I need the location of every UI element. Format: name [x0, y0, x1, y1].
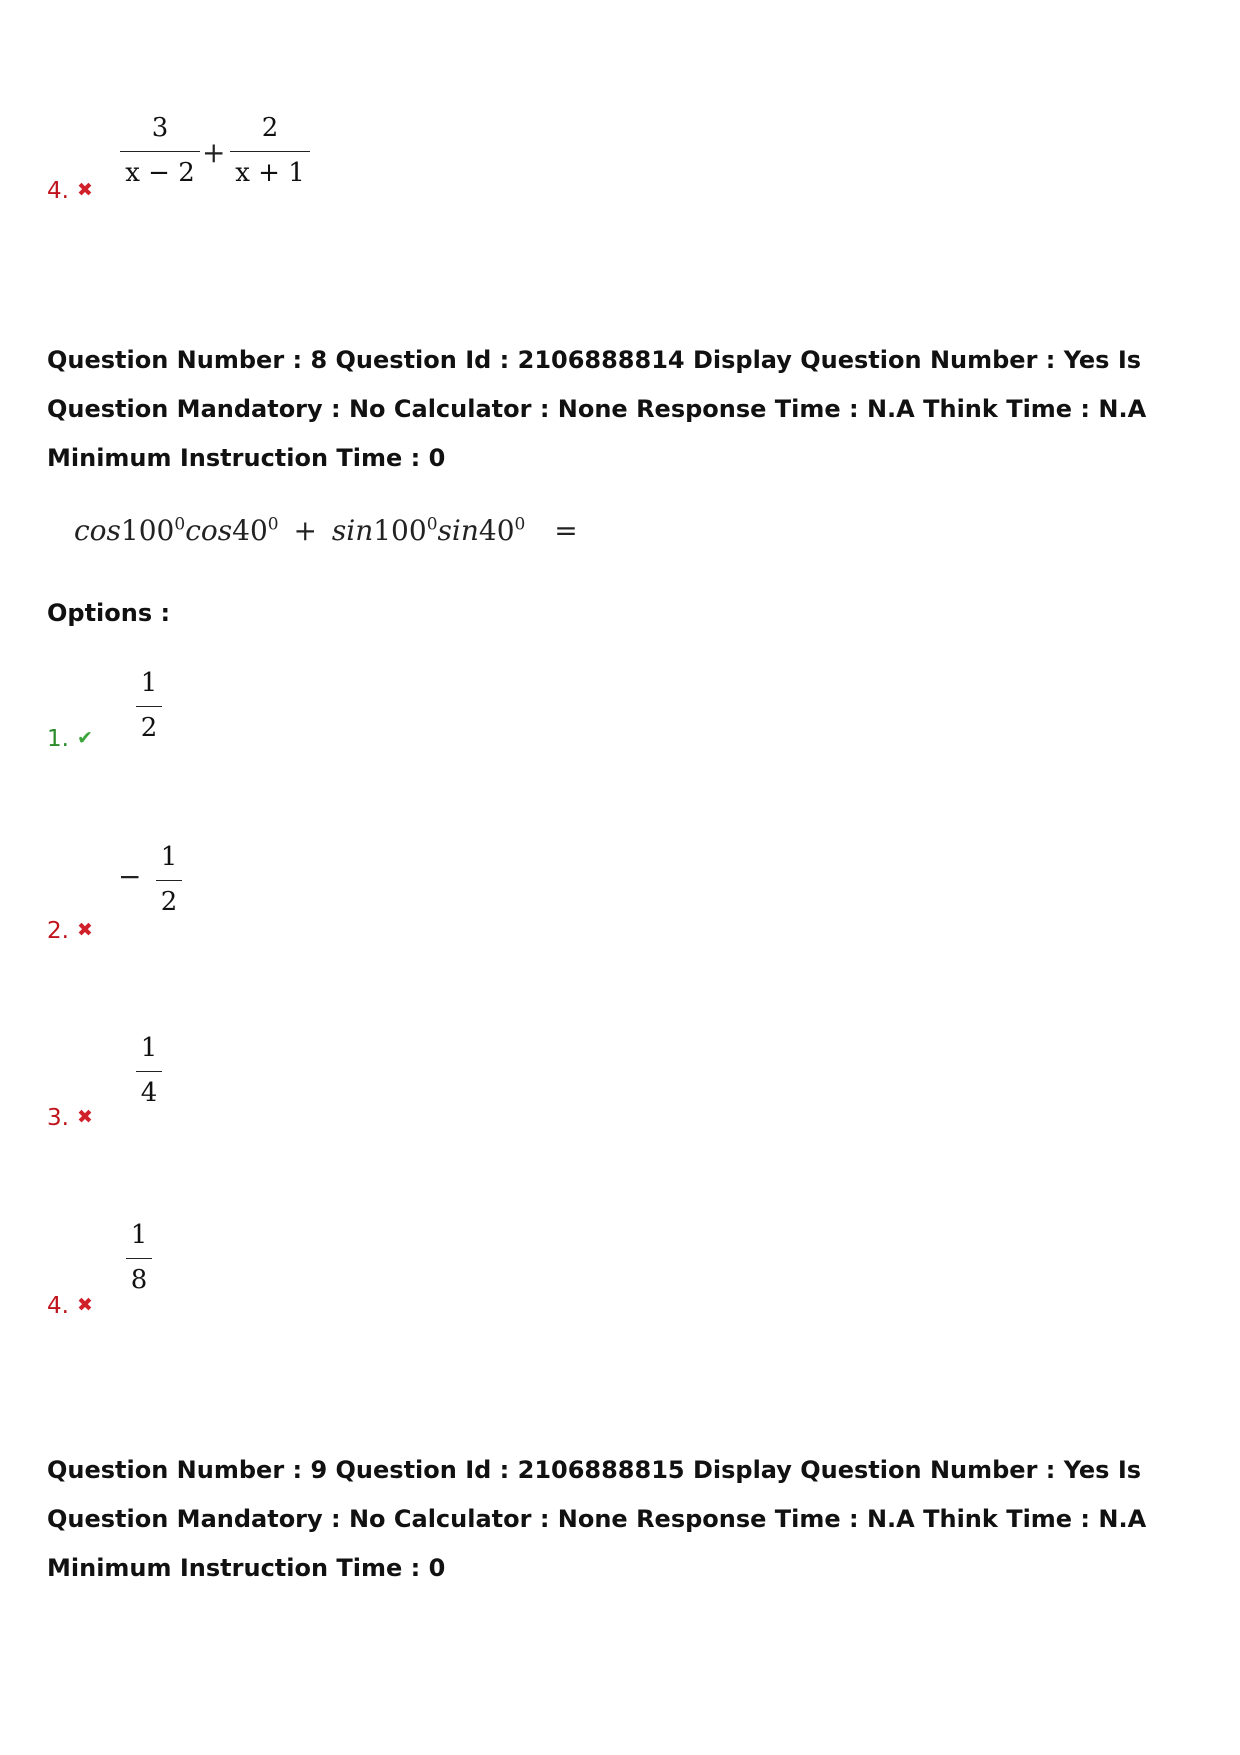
prev-option4-fraction-2: [230, 113, 310, 188]
option-1-marker: [47, 726, 93, 752]
degree-exponent: 0: [514, 514, 526, 535]
degree-exponent: 0: [174, 514, 186, 535]
plus-operator: +: [293, 514, 317, 547]
option-2-marker: [47, 918, 93, 944]
degree-exponent: 0: [267, 514, 279, 535]
option-number: 2.: [47, 918, 69, 944]
option-4-fraction: [126, 1220, 152, 1295]
fraction-numerator: 1: [140, 1033, 158, 1063]
equals-sign: =: [554, 514, 578, 547]
fraction-bar: [136, 706, 162, 707]
fraction-bar: [156, 880, 182, 881]
prev-option-4-marker: [47, 178, 93, 204]
fraction-denominator: 2: [160, 887, 178, 917]
cos-term: cos: [185, 514, 233, 547]
fraction-bar: [136, 1071, 162, 1072]
fraction-denominator: x + 1: [235, 158, 305, 188]
option-number: 4.: [47, 178, 69, 204]
sin-term: sin: [437, 514, 479, 547]
fraction-denominator: 4: [140, 1078, 158, 1108]
cross-icon: ✖: [76, 1294, 93, 1316]
sin-term: sin: [331, 514, 374, 547]
cross-icon: ✖: [76, 179, 93, 201]
option-number: 3.: [47, 1105, 69, 1131]
fraction-denominator: x − 2: [125, 158, 195, 188]
check-icon: ✔: [76, 727, 93, 749]
angle-value: 100: [373, 514, 427, 547]
degree-exponent: 0: [426, 514, 438, 535]
angle-value: 40: [478, 514, 515, 547]
prev-option4-fraction-1: [120, 113, 200, 188]
fraction-bar: [230, 151, 310, 152]
fraction-denominator: 2: [140, 713, 158, 743]
fraction-numerator: 1: [140, 668, 158, 698]
question-8-metadata: Question Number : 8 Question Id : 2106888814 Display Question Number : Yes Is Question Mandatory : No Calculator : None Response Time : N.A Think Time : N.A Minimum Instruction Time : 0: [47, 346, 1147, 472]
option-4-marker: [47, 1293, 93, 1319]
fraction-bar: [126, 1258, 152, 1259]
angle-value: 100: [120, 514, 175, 547]
cross-icon: ✖: [76, 919, 93, 941]
option-2-fraction: [156, 842, 182, 917]
option-number: 1.: [47, 726, 69, 752]
fraction-bar: [120, 151, 200, 152]
fraction-numerator: 1: [160, 842, 178, 872]
option-number: 4.: [47, 1293, 69, 1319]
minus-sign: −: [118, 860, 142, 893]
question-8-stem: [74, 514, 578, 547]
fraction-denominator: 8: [130, 1265, 148, 1295]
options-label: Options :: [47, 599, 171, 627]
question-9-metadata: Question Number : 9 Question Id : 2106888815 Display Question Number : Yes Is Question Mandatory : No Calculator : None Response Time : N.A Think Time : N.A Minimum Instruction Time : 0: [47, 1456, 1147, 1582]
cross-icon: ✖: [76, 1106, 93, 1128]
plus-operator: +: [202, 136, 226, 169]
fraction-numerator: 1: [130, 1220, 148, 1250]
fraction-numerator: 2: [261, 113, 279, 143]
option-1-fraction: [136, 668, 162, 743]
angle-value: 40: [232, 514, 268, 547]
option-3-fraction: [136, 1033, 162, 1108]
option-3-marker: [47, 1105, 93, 1131]
fraction-numerator: 3: [151, 113, 169, 143]
cos-term: cos: [74, 514, 121, 547]
